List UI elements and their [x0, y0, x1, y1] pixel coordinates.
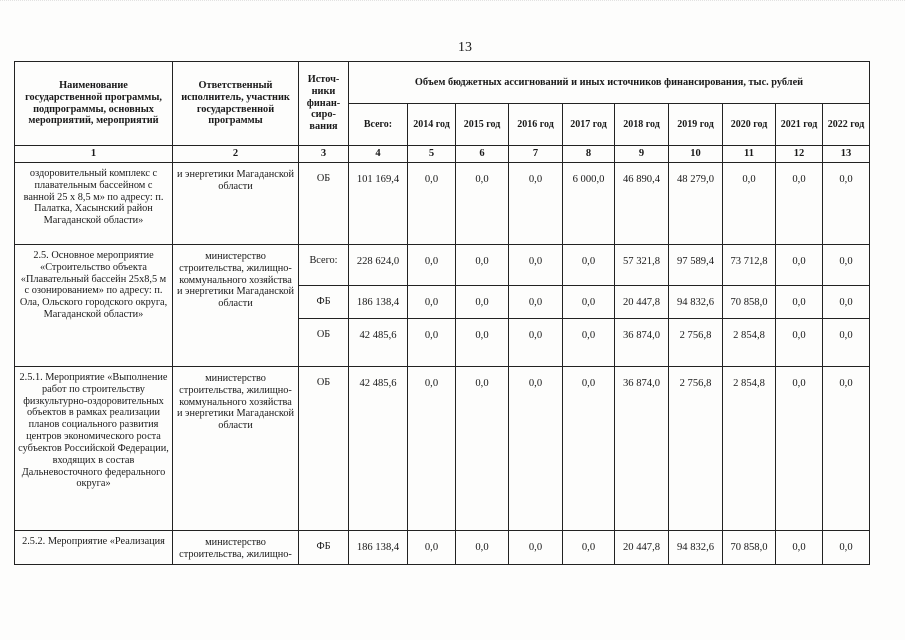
year-value-cell: 2 854,8 [723, 319, 776, 367]
year-value-cell: 0,0 [776, 531, 823, 565]
scan-edge [0, 0, 905, 15]
header-year-col: 2015 год [456, 104, 509, 146]
column-number: 13 [823, 146, 870, 163]
total-cell: 228 624,0 [349, 245, 408, 286]
year-value-cell: 0,0 [823, 163, 870, 245]
year-value-cell: 0,0 [563, 531, 615, 565]
year-value-cell: 0,0 [563, 319, 615, 367]
year-value-cell: 73 712,8 [723, 245, 776, 286]
funding-source-cell: ФБ [299, 286, 349, 319]
header-volume-col: Объем бюджетных ассигнований и иных источников финансирования, тыс. рублей [349, 62, 870, 104]
header-year-col: 2021 год [776, 104, 823, 146]
year-value-cell: 0,0 [456, 163, 509, 245]
total-cell: 42 485,6 [349, 319, 408, 367]
header-year-col: 2014 год [408, 104, 456, 146]
activity-name-cell: оздоровительный комплекс с плавательным бассейном с ванной 25 х 8,5 м» по адресу: п. Палатка, Хасынский район Магаданской области» [15, 163, 173, 245]
header-name-col: Наименование государственной программы, подпрограммы, основных мероприятий, мероприятий [15, 62, 173, 146]
year-value-cell: 0,0 [456, 367, 509, 531]
year-value-cell: 0,0 [408, 367, 456, 531]
year-value-cell: 0,0 [509, 319, 563, 367]
funding-source-cell: ОБ [299, 367, 349, 531]
year-value-cell: 0,0 [823, 367, 870, 531]
year-value-cell: 0,0 [408, 286, 456, 319]
activity-name-cell: 2.5.1. Мероприятие «Выполнение работ по строительству физкультурно-оздоровительных объектов в рамках реализации планов социального развития центров экономического роста субъектов Российской Федерации, входящих в состав Дальневосточного федерального округа» [15, 367, 173, 531]
column-number: 10 [669, 146, 723, 163]
header-year-col: 2016 год [509, 104, 563, 146]
year-value-cell: 48 279,0 [669, 163, 723, 245]
funding-source-cell: Всего: [299, 245, 349, 286]
header-total-col: Всего: [349, 104, 408, 146]
year-value-cell: 0,0 [509, 163, 563, 245]
table-row [15, 245, 870, 286]
year-value-cell: 6 000,0 [563, 163, 615, 245]
column-number: 7 [509, 146, 563, 163]
year-value-cell: 0,0 [456, 319, 509, 367]
budget-table-wrapper [14, 61, 870, 565]
year-value-cell: 0,0 [776, 245, 823, 286]
year-value-cell: 0,0 [408, 531, 456, 565]
responsible-cell: министерство строительства, жилищно-коммунального хозяйства и энергетики Магаданской области [173, 367, 299, 531]
year-value-cell: 20 447,8 [615, 531, 669, 565]
total-cell: 101 169,4 [349, 163, 408, 245]
column-number: 3 [299, 146, 349, 163]
year-value-cell: 0,0 [456, 531, 509, 565]
year-value-cell: 0,0 [456, 286, 509, 319]
year-value-cell: 46 890,4 [615, 163, 669, 245]
column-number: 11 [723, 146, 776, 163]
activity-name-cell: 2.5. Основное мероприятие «Строительство объекта «Плавательный бассейн 25х8,5 м с озонированием» по адресу: п. Ола, Ольского городского округа, Магаданской области» [15, 245, 173, 367]
year-value-cell: 0,0 [776, 163, 823, 245]
budget-table [14, 61, 870, 565]
year-value-cell: 0,0 [776, 286, 823, 319]
year-value-cell: 70 858,0 [723, 531, 776, 565]
column-number: 9 [615, 146, 669, 163]
year-value-cell: 20 447,8 [615, 286, 669, 319]
year-value-cell: 94 832,6 [669, 286, 723, 319]
year-value-cell: 0,0 [563, 286, 615, 319]
total-cell: 186 138,4 [349, 286, 408, 319]
year-value-cell: 70 858,0 [723, 286, 776, 319]
year-value-cell: 0,0 [823, 531, 870, 565]
year-value-cell: 0,0 [509, 245, 563, 286]
year-value-cell: 0,0 [823, 245, 870, 286]
year-value-cell: 0,0 [509, 531, 563, 565]
total-cell: 186 138,4 [349, 531, 408, 565]
column-numbers-row [15, 146, 870, 163]
year-value-cell: 2 756,8 [669, 319, 723, 367]
header-responsible-col: Ответственный исполнитель, участник государственной программы [173, 62, 299, 146]
column-number: 5 [408, 146, 456, 163]
year-value-cell: 0,0 [456, 245, 509, 286]
table-row [15, 367, 870, 531]
year-value-cell: 0,0 [509, 367, 563, 531]
table-row [15, 531, 870, 565]
header-source-col: Источ-ники финан-сиро-вания [299, 62, 349, 146]
year-value-cell: 0,0 [563, 367, 615, 531]
year-value-cell: 36 874,0 [615, 367, 669, 531]
responsible-cell: и энергетики Магаданской области [173, 163, 299, 245]
header-year-col: 2020 год [723, 104, 776, 146]
year-value-cell: 0,0 [823, 319, 870, 367]
year-value-cell: 36 874,0 [615, 319, 669, 367]
year-value-cell: 97 589,4 [669, 245, 723, 286]
activity-name-cell: 2.5.2. Мероприятие «Реализация [15, 531, 173, 565]
year-value-cell: 0,0 [408, 319, 456, 367]
year-value-cell: 94 832,6 [669, 531, 723, 565]
year-value-cell: 2 854,8 [723, 367, 776, 531]
header-year-col: 2019 год [669, 104, 723, 146]
funding-source-cell: ОБ [299, 163, 349, 245]
total-cell: 42 485,6 [349, 367, 408, 531]
responsible-cell: министерство строительства, жилищно- [173, 531, 299, 565]
funding-source-cell: ФБ [299, 531, 349, 565]
year-value-cell: 0,0 [776, 367, 823, 531]
year-value-cell: 0,0 [509, 286, 563, 319]
column-number: 4 [349, 146, 408, 163]
page-number: 13 [458, 40, 472, 55]
year-value-cell: 0,0 [723, 163, 776, 245]
funding-source-cell: ОБ [299, 319, 349, 367]
table-body [15, 163, 870, 565]
header-year-col: 2017 год [563, 104, 615, 146]
column-number: 6 [456, 146, 509, 163]
year-value-cell: 2 756,8 [669, 367, 723, 531]
column-number: 1 [15, 146, 173, 163]
year-value-cell: 0,0 [408, 163, 456, 245]
header-year-col: 2018 год [615, 104, 669, 146]
header-year-col: 2022 год [823, 104, 870, 146]
year-value-cell: 57 321,8 [615, 245, 669, 286]
year-value-cell: 0,0 [408, 245, 456, 286]
table-header [15, 62, 870, 163]
responsible-cell: министерство строительства, жилищно-коммунального хозяйства и энергетики Магаданской области [173, 245, 299, 367]
table-row [15, 163, 870, 245]
year-value-cell: 0,0 [776, 319, 823, 367]
year-value-cell: 0,0 [563, 245, 615, 286]
column-number: 8 [563, 146, 615, 163]
column-number: 2 [173, 146, 299, 163]
column-number: 12 [776, 146, 823, 163]
year-value-cell: 0,0 [823, 286, 870, 319]
